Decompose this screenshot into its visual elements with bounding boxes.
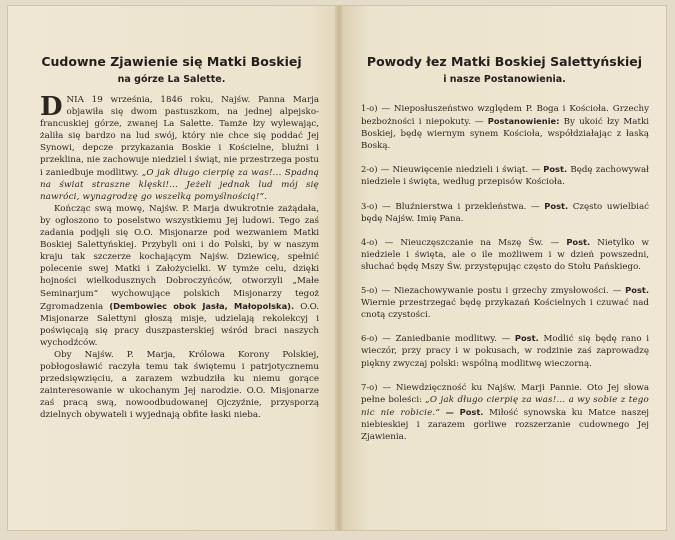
item-resolution: Nietylko w niedziele i święta, ale o ile możliwem i w dzień powszedni, słuchać będę Mszy Św. przystępując często do Stołu Pańskiego. <box>361 237 649 272</box>
paragraph-apparition <box>40 94 319 203</box>
item-reason: — Niezachowywanie postu i grzechy zmysłowości. — <box>381 286 622 297</box>
item-resolution-label: Post. <box>566 236 591 247</box>
right-page-title: Powody łez Matki Boskiej Salettyńskiej <box>366 54 643 69</box>
paragraph-prayer: Oby Najśw. P. Marja, Królowa Korony Polskiej, pobłogosławić raczyła temu tak świętemu i patrjotycznemu przedsięwzięciu, a zarazem wzbudziła ku niemu gorące zainteresowanie w ukochanym Jej narodzie. O.O. Misjonarze zaś pracą swą, nowoodbudowanej Ojczyźnie, przysporzą dzielnych obywateli i wyjednają obfite łaski nieba. <box>40 349 319 421</box>
item-number: 3-o) <box>361 200 378 211</box>
left-page-title: Cudowne Zjawienie się Matki Boskiej <box>41 54 302 69</box>
paragraph-mission <box>40 203 319 349</box>
item-reason: — Bluźnierstwa i przekleństwa. — <box>382 201 540 212</box>
apparition-quote: „O jak długo cierpię za was!... Spadną na świat straszne klęski!... Jeżeli jednak lud mój się nawróci, wynagrodzę go wszelką pomyślnością!“. <box>40 167 320 202</box>
booklet-spread <box>8 6 666 530</box>
item-resolution-label: Post. <box>543 164 568 175</box>
item-resolution-label: Post. <box>625 285 650 296</box>
right-page-subtitle: i nasze Postanowienia. <box>443 74 566 85</box>
item-reason: — Nieposłuszeństwo względem P. Boga i Kościoła. Grzechy bezbożności i niepokuty. — <box>361 104 649 128</box>
item-number: 6-o) <box>361 333 378 344</box>
list-item <box>361 200 649 225</box>
apparition-text: NIA 19 września, 1846 roku, Najśw. Panna Marja objawiła się dwom pastuszkom, na jednej alpejsko-francuskiej górze, zwanej La Salette. Tamże łzy wylewając, żaliła się bardzo na lud swój, który nie chce się poddać Jej Synowi, depcze przykazania Boskie i Kościelne, bluźni i przeklina, nie zachowuje niedziel i świąt, nie przestrzega postu i zaniedbuje modlitwy. <box>40 95 319 178</box>
item-number: 7-o) <box>361 381 378 392</box>
list-item <box>361 381 649 443</box>
left-page-subtitle: na górze La Salette. <box>117 74 226 85</box>
item-resolution-label: Post. <box>514 333 539 344</box>
mission-text: Kończąc swą mowę, Najśw. P. Marja dwukrotnie zażądała, by ogłoszono to poselstwo wszystkiemu Jej ludowi. Tego zaś zadania podjęli się O.O. Misjonarze pod wezwaniem Matki Boskiej Salettyńskiej. Przybyli oni i do Polski, by w naszym kraju tak szczerze kochającym Najśw. Dziewicę, spełnić polecenie swej Matki i Założycielki. W tymże celu, dzięki hojności wielkodusznych Dobroczyńców, otworzyli „Małe Seminarjum“ wychowujące polskich Misjonarzy tegoż Zgromadzenia <box>40 203 319 312</box>
item-resolution: Miłość synowska ku Matce naszej niebieskiej i zarazem gorliwe rozszerzanie cudownego Jej Zjawienia. <box>361 407 649 442</box>
list-item <box>361 163 649 188</box>
seminary-location: (Dembowiec obok Jasła, Małopolska). <box>109 300 295 311</box>
reasons-list <box>361 102 649 454</box>
item-reason: — Niewdzięczność ku Najśw. Marji Pannie. Oto Jej słowa pełne boleści: <box>361 382 649 405</box>
item-reason: — Nieuwięcenie niedzieli i świąt. — <box>380 165 541 176</box>
center-fold <box>335 6 343 530</box>
item-number: 2-o) <box>361 164 378 175</box>
list-item <box>361 236 649 273</box>
item-reason: — Nieuczęszczanie na Mszę Św. — <box>384 237 560 248</box>
list-item <box>361 284 649 321</box>
item-resolution: Będę zachowywał niedziele i święta, według przepisów Kościoła. <box>361 165 649 188</box>
item-resolution: By ukoić łzy Matki Boskiej, będę wiernym synem Kościoła, współdziałając z łaską Boską. <box>361 117 649 152</box>
item-quote: „O jak długo cierpię za was!... a wy sobie z tego nic nie robicie.“ <box>361 394 649 418</box>
left-page <box>8 6 335 530</box>
drop-cap: D <box>40 92 63 122</box>
item-resolution: Modlić się będę rano i wieczór, przy pracy i w pokusach, w rodzinie zaś zaprowadzę piękny zwyczaj polski: wspólną modlitwę wieczorną. <box>361 334 650 369</box>
item-resolution-label: Post. <box>544 200 569 211</box>
item-number: 5-o) <box>361 285 378 296</box>
item-reason: — Zaniedbanie modlitwy. — <box>382 334 511 345</box>
item-resolution-label: — Post. <box>445 406 484 417</box>
item-resolution: Często uwielbiać będę Najśw. Imię Pana. <box>361 201 649 224</box>
item-resolution-label: Postanowienie: <box>487 116 560 127</box>
item-number: 1-o) <box>361 103 378 113</box>
right-page <box>343 6 666 530</box>
list-item <box>361 332 649 369</box>
list-item <box>361 102 649 152</box>
item-resolution: Wiernie przestrzegać będę przykazań Kościelnych i czuwać nad cnotą czystości. <box>361 298 649 321</box>
mission-text-2: O.O. Misjonarze Salettyni głoszą misje, udzielają rekolekcyj i poświęcają się pracy duszpasterskiej wśród braci naszych wychodźców. <box>40 301 319 348</box>
item-number: 4-o) <box>361 236 378 247</box>
left-page-body <box>40 94 319 422</box>
